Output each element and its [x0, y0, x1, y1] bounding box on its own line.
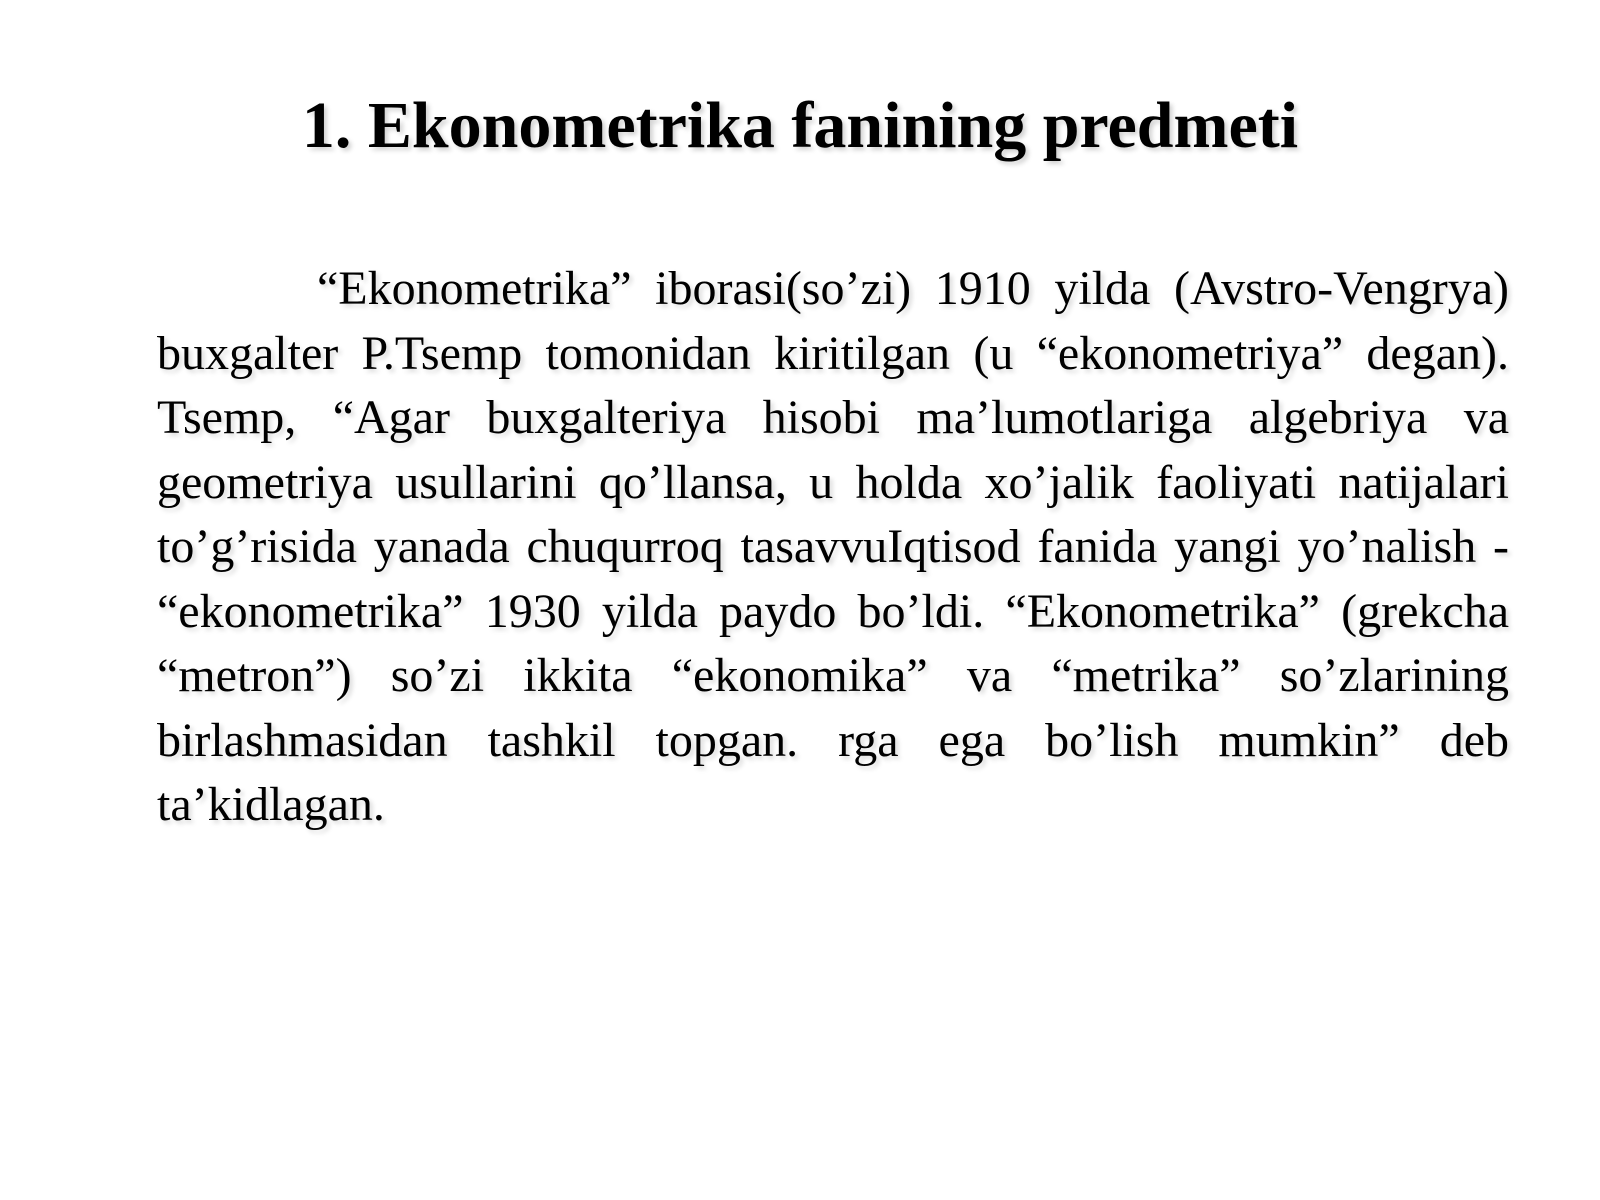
slide-body-text: “Ekonometrika” iborasi(so’zi) 1910 yilda (Avstro-Vengrya) buxgalter P.Tsemp tomonidan kiritilgan (u “ekonometriya” degan). Tsemp, “Agar buxgalteriya hisobi ma’lumotlariga algebriya va geometriya usullarini qo’llansa, u holda xo’jalik faoliyati natijalari to’g’risida yanada chuqurroq tasavvuIqtisod fanida yangi yo’nalish - “ekonometrika” 1930 yilda paydo bo’ldi. “Ekonometrika” (grekcha “metron”) so’zi ikkita “ekonomika” va “metrika” so’zlarining birlashmasidan tashkil topgan. rga ega bo’lish mumkin” deb ta’kidlagan.: [157, 262, 1509, 831]
slide-title: 1. Ekonometrika fanining predmeti: [301, 89, 1299, 162]
